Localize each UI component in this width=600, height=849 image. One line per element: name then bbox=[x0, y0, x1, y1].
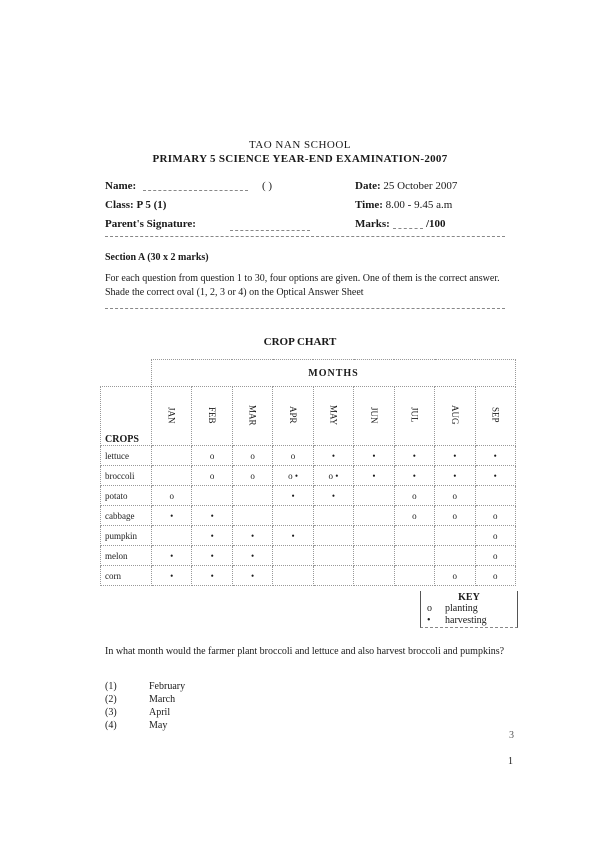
months-header: MONTHS bbox=[152, 360, 516, 387]
option-text: March bbox=[149, 694, 176, 705]
crop-cell: • bbox=[232, 526, 272, 546]
marks-label: Marks: bbox=[355, 218, 390, 230]
crop-name: melon bbox=[101, 546, 152, 566]
crop-cell: • bbox=[435, 446, 475, 466]
chart-key bbox=[420, 591, 518, 628]
class-field bbox=[105, 199, 166, 211]
crop-cell bbox=[354, 526, 394, 546]
crop-cell: • bbox=[232, 566, 272, 586]
harvesting-symbol: • bbox=[427, 615, 431, 626]
month-label: JUL bbox=[409, 407, 420, 423]
crop-cell: • bbox=[192, 546, 232, 566]
crop-row bbox=[101, 446, 516, 466]
option-text: May bbox=[149, 720, 168, 731]
crop-cell: • bbox=[273, 526, 313, 546]
month-header-jul bbox=[394, 387, 434, 446]
crop-cell bbox=[394, 546, 434, 566]
crop-cell: o bbox=[475, 566, 516, 586]
crop-cell: o bbox=[152, 486, 192, 506]
crop-cell: • bbox=[354, 466, 394, 486]
time-value: 8.00 - 9.45 a.m bbox=[385, 199, 453, 211]
crop-name: cabbage bbox=[101, 506, 152, 526]
crop-cell: o bbox=[435, 566, 475, 586]
crop-cell: • bbox=[192, 526, 232, 546]
crop-cell: o bbox=[394, 506, 434, 526]
crop-cell bbox=[354, 566, 394, 586]
crop-cell: o bbox=[394, 486, 434, 506]
class-label: Class: P 5 ( bbox=[105, 199, 158, 211]
corner-cell bbox=[101, 360, 152, 387]
crops-header: CROPS bbox=[101, 387, 152, 446]
month-label: APR bbox=[288, 406, 299, 424]
signature-label: Parent's Signature: bbox=[105, 218, 196, 230]
crop-cell: o • bbox=[273, 466, 313, 486]
key-harvesting bbox=[427, 615, 517, 627]
name-bracket: ( ) bbox=[262, 180, 273, 192]
crop-cell: o bbox=[232, 446, 272, 466]
key-title: KEY bbox=[458, 592, 480, 603]
time-label: Time: bbox=[355, 199, 383, 211]
instructions-divider bbox=[105, 308, 505, 309]
option-1 bbox=[105, 681, 185, 692]
header-divider bbox=[105, 236, 505, 237]
crop-cell: o bbox=[192, 466, 232, 486]
crop-cell: • bbox=[152, 566, 192, 586]
crop-cell: o bbox=[435, 486, 475, 506]
exam-title: PRIMARY 5 SCIENCE YEAR-END EXAMINATION-2007 bbox=[152, 153, 448, 165]
option-4 bbox=[105, 720, 167, 731]
month-label: JAN bbox=[166, 406, 177, 424]
crop-cell: o bbox=[475, 526, 516, 546]
crop-cell: • bbox=[273, 486, 313, 506]
crop-row bbox=[101, 466, 516, 486]
harvesting-label: harvesting bbox=[445, 615, 487, 626]
crop-cell bbox=[273, 546, 313, 566]
crop-cell bbox=[354, 546, 394, 566]
date-value: 25 October 2007 bbox=[383, 180, 458, 192]
crop-cell: o bbox=[435, 506, 475, 526]
crop-cell: • bbox=[313, 486, 353, 506]
option-number: (3) bbox=[105, 707, 117, 718]
crop-cell bbox=[273, 506, 313, 526]
crop-row bbox=[101, 546, 516, 566]
date-label: Date: bbox=[355, 180, 381, 192]
name-label: Name: bbox=[105, 180, 137, 192]
month-label: SEP bbox=[490, 407, 501, 423]
marks-total: /100 bbox=[426, 218, 446, 230]
crop-cell bbox=[394, 526, 434, 546]
date-field bbox=[355, 180, 457, 192]
crop-cell: o • bbox=[313, 466, 353, 486]
crop-cell: o bbox=[273, 446, 313, 466]
planting-symbol: o bbox=[427, 603, 432, 614]
section-instructions: For each question from question 1 to 30, four options are given. One of them is the correct answer. Shade the correct oval (1, 2, 3 or 4) on the Optical Answer Sheet bbox=[105, 273, 500, 298]
option-text: April bbox=[149, 707, 171, 718]
option-number: (2) bbox=[105, 694, 117, 705]
option-number: (4) bbox=[105, 720, 117, 731]
crop-cell: o bbox=[192, 446, 232, 466]
option-3 bbox=[105, 707, 170, 718]
marks-field bbox=[355, 218, 390, 230]
crop-name: pumpkin bbox=[101, 526, 152, 546]
crop-cell bbox=[313, 566, 353, 586]
crop-cell bbox=[354, 486, 394, 506]
crop-cell bbox=[152, 526, 192, 546]
name-field bbox=[105, 180, 136, 192]
month-header-may bbox=[313, 387, 353, 446]
crop-cell bbox=[192, 486, 232, 506]
crop-cell: • bbox=[232, 546, 272, 566]
month-header-mar bbox=[232, 387, 272, 446]
crop-row bbox=[101, 506, 516, 526]
crop-cell bbox=[232, 506, 272, 526]
crop-name: corn bbox=[101, 566, 152, 586]
crop-cell bbox=[152, 446, 192, 466]
key-planting bbox=[427, 603, 517, 615]
month-label: AUG bbox=[449, 405, 460, 425]
crop-cell bbox=[313, 506, 353, 526]
crop-cell: • bbox=[394, 446, 434, 466]
class-value: 1 bbox=[157, 199, 163, 211]
month-label: FEB bbox=[207, 406, 218, 424]
month-label: MAY bbox=[328, 404, 339, 426]
planting-label: planting bbox=[445, 603, 478, 614]
month-header-jun bbox=[354, 387, 394, 446]
crop-cell bbox=[435, 546, 475, 566]
month-header-aug bbox=[435, 387, 475, 446]
crop-cell bbox=[313, 546, 353, 566]
marks-value bbox=[426, 218, 446, 230]
crop-cell bbox=[475, 486, 516, 506]
chart-title: CROP CHART bbox=[263, 336, 337, 348]
crop-chart-table bbox=[100, 359, 516, 586]
crop-name: potato bbox=[101, 486, 152, 506]
crop-cell: • bbox=[475, 446, 516, 466]
time-field bbox=[355, 199, 452, 211]
crop-name: lettuce bbox=[101, 446, 152, 466]
month-header-apr bbox=[273, 387, 313, 446]
question-text: In what month would the farmer plant broccoli and lettuce and also harvest broccoli and pumpkins? bbox=[105, 646, 505, 657]
crop-cell bbox=[354, 506, 394, 526]
signature-field bbox=[105, 218, 196, 230]
crop-row bbox=[101, 526, 516, 546]
crop-cell: o bbox=[232, 466, 272, 486]
crop-cell: • bbox=[152, 546, 192, 566]
option-text: February bbox=[149, 681, 186, 692]
handwritten-mark: 3 bbox=[509, 730, 514, 741]
crop-row bbox=[101, 486, 516, 506]
crop-cell: • bbox=[394, 466, 434, 486]
month-header-jan bbox=[152, 387, 192, 446]
crop-cell bbox=[394, 566, 434, 586]
crop-cell: • bbox=[435, 466, 475, 486]
crop-cell bbox=[152, 466, 192, 486]
school-name: TAO NAN SCHOOL bbox=[248, 139, 352, 151]
crop-cell: • bbox=[192, 566, 232, 586]
crop-cell: o bbox=[475, 546, 516, 566]
option-2 bbox=[105, 694, 175, 705]
crop-cell bbox=[435, 526, 475, 546]
crop-cell: • bbox=[152, 506, 192, 526]
month-label: JUN bbox=[368, 406, 379, 424]
crop-row bbox=[101, 566, 516, 586]
option-number: (1) bbox=[105, 681, 117, 692]
class-close: ) bbox=[162, 199, 167, 211]
crop-cell: • bbox=[475, 466, 516, 486]
section-title: Section A (30 x 2 marks) bbox=[105, 252, 209, 263]
crop-cell bbox=[313, 526, 353, 546]
crop-cell: o bbox=[475, 506, 516, 526]
month-header-sep bbox=[475, 387, 516, 446]
crop-cell: • bbox=[192, 506, 232, 526]
crop-cell bbox=[232, 486, 272, 506]
crop-cell: • bbox=[313, 446, 353, 466]
page-number: 1 bbox=[508, 756, 513, 767]
month-label: MAR bbox=[247, 404, 258, 426]
crop-name: broccoli bbox=[101, 466, 152, 486]
month-header-feb bbox=[192, 387, 232, 446]
crop-cell bbox=[273, 566, 313, 586]
crop-cell: • bbox=[354, 446, 394, 466]
